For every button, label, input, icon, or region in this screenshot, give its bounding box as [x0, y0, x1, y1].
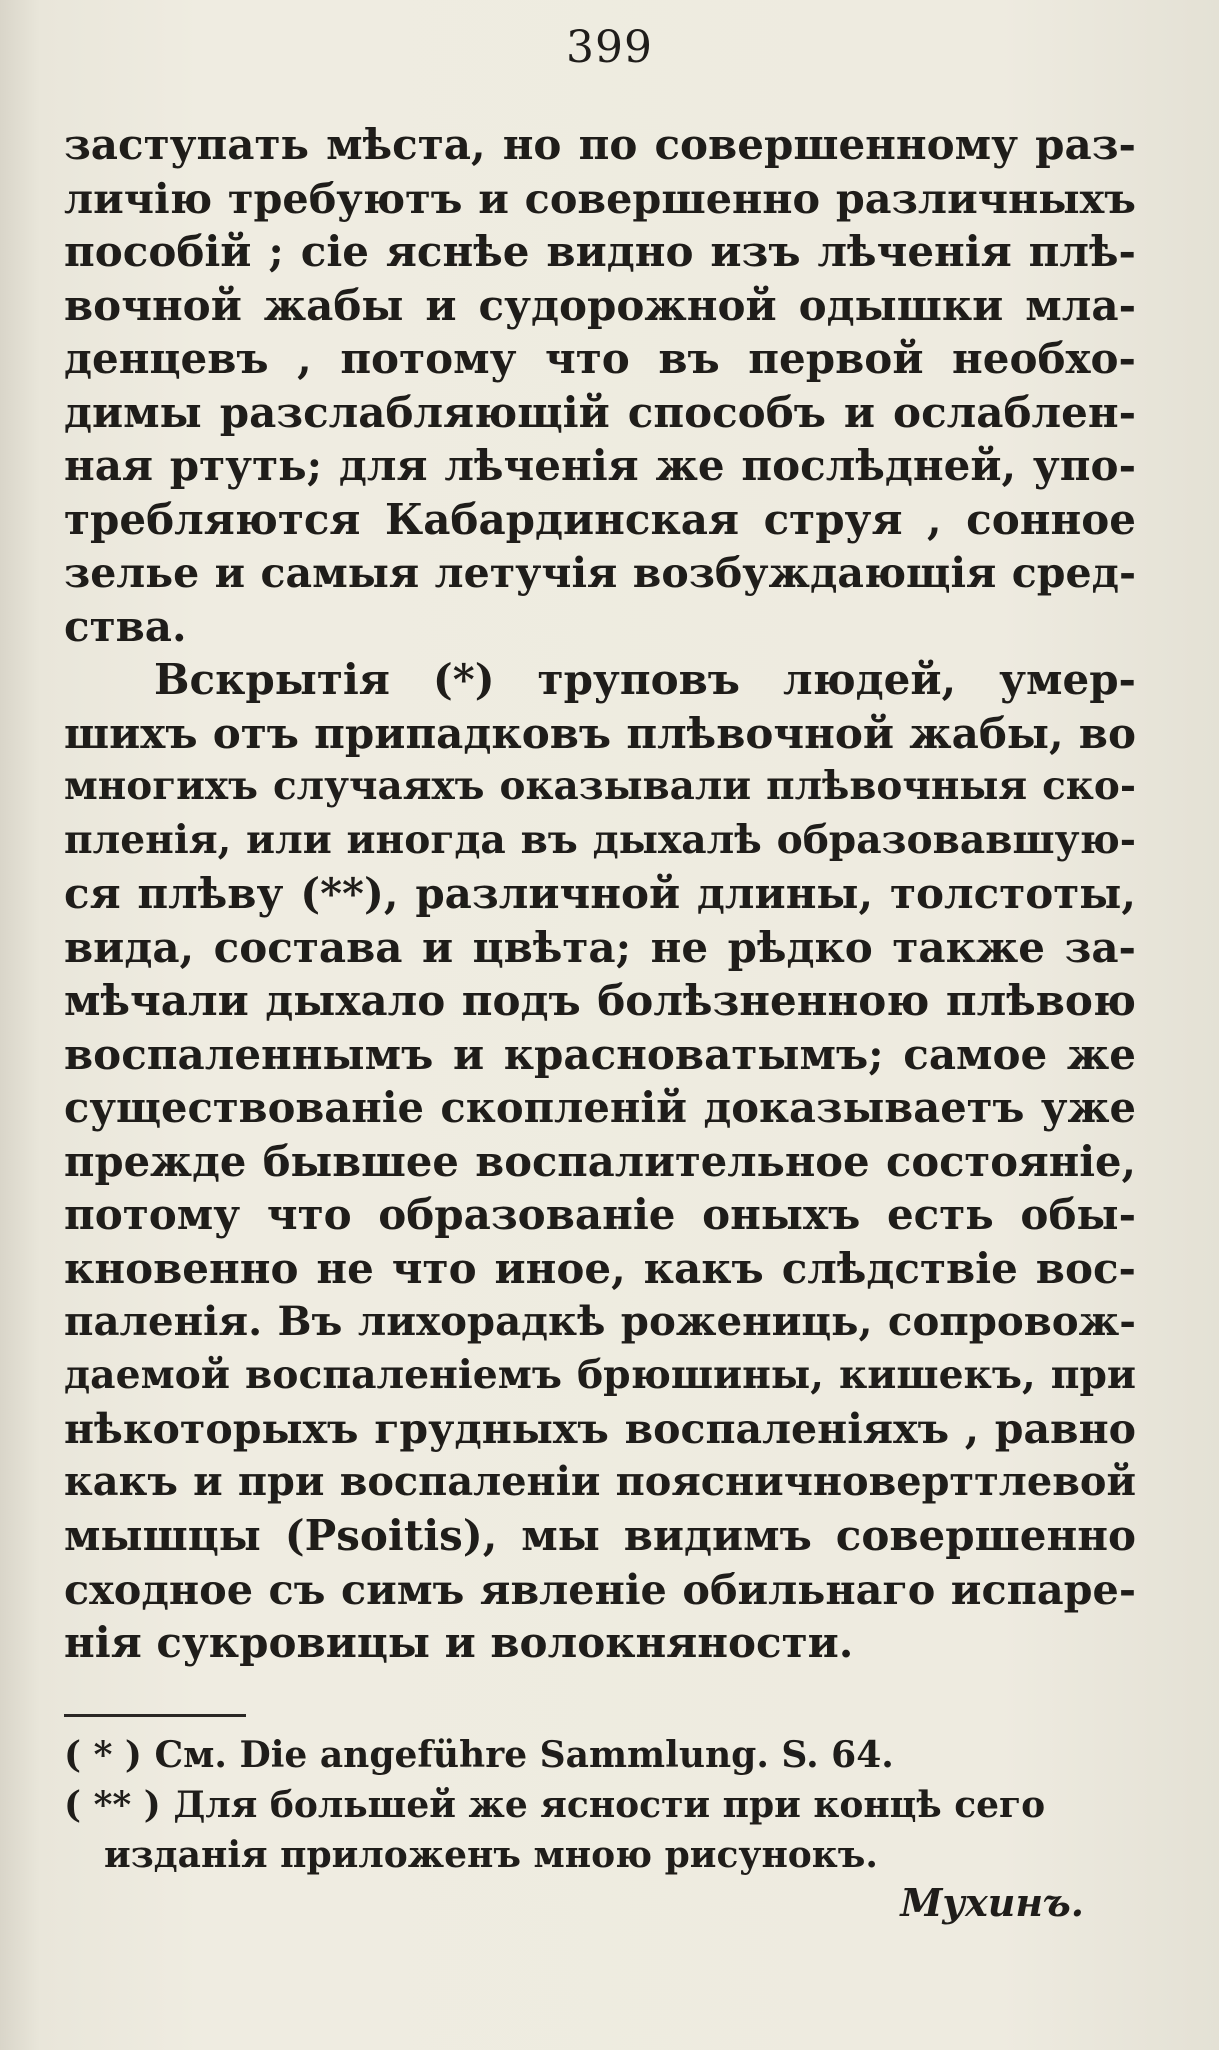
footnotes [64, 1730, 1136, 1880]
text-line: существованіе скопленій доказываетъ уже [64, 1083, 1136, 1132]
text-line: требляются Кабардинская струя , сонное [64, 494, 1136, 544]
paragraph-1 [64, 118, 1136, 653]
footnote-2-continuation: изданія приложенъ мною рисунокъ. [104, 1834, 878, 1876]
text-line: пленія, или иногда въ дыхалѣ образовавшую- [64, 816, 1136, 863]
text-line: прежде бывшее воспалительное состояніе, [64, 1136, 1136, 1186]
page-number: 399 [566, 22, 653, 73]
text-line: мышцы (Psoitis), мы видимъ совершенно [64, 1511, 1136, 1560]
author-signature: Мухинъ. [900, 1880, 1084, 1925]
text-line: многихъ случаяхъ оказывали плѣвочныя ско- [64, 763, 1136, 809]
text-line: кновенно не что иное, какъ слѣдствіе вос- [64, 1243, 1136, 1293]
text-line: какъ и при воспаленіи поясничноверттлевой [64, 1458, 1136, 1505]
main-text [64, 118, 1136, 1670]
footnote-1: ( * ) См. Die angeführe Sammlung. S. 64. [64, 1734, 894, 1776]
text-line: Вскрытія (*) труповъ людей, умер- [154, 655, 1136, 704]
text-line: шихъ отъ припадковъ плѣвочной жабы, во [64, 708, 1136, 758]
text-line: заступать мѣста, но по совершенному раз- [64, 120, 1136, 169]
text-line: пособій ; сіе яснѣе видно изъ лѣченія плѣ- [64, 227, 1136, 276]
text-line: нія сукровицы и волокняности. [64, 1618, 854, 1667]
text-line: личію требуютъ и совершенно различныхъ [64, 173, 1136, 223]
text-line: мѣчали дыхало подъ болѣзненною плѣвою [64, 976, 1136, 1025]
paragraph-2 [64, 653, 1136, 1670]
text-line: зелье и самыя летучія возбуждающія сред- [64, 548, 1136, 597]
footnote-2: ( ** ) Для большей же ясности при концѣ сего [64, 1784, 1046, 1826]
text-line: даемой воспаленіемъ брюшины, кишекъ, при [64, 1351, 1136, 1398]
text-line: димы разслабляющій способъ и ослаблен- [64, 387, 1136, 437]
text-line: потому что образованіе оныхъ есть обы- [64, 1190, 1136, 1239]
text-line: нѣкоторыхъ грудныхъ воспаленіяхъ , равно [64, 1404, 1136, 1453]
text-line: вида, состава и цвѣта; не рѣдко также за- [64, 922, 1136, 972]
text-line: паленія. Въ лихорадкѣ рожениць, сопровож- [64, 1298, 1136, 1345]
text-line: ная ртуть; для лѣченія же послѣдней, упо- [64, 441, 1136, 490]
text-line: вочной жабы и судорожной одышки мла- [64, 280, 1136, 330]
text-line: денцевъ , потому что въ первой необхо- [64, 334, 1136, 383]
text-line: сходное съ симъ явленіе обильнаго испаре- [64, 1564, 1136, 1614]
text-line: ся плѣву (**), различной длины, толстоты, [64, 869, 1136, 918]
text-line: воспаленнымъ и красноватымъ; самое же [64, 1029, 1136, 1079]
footnote-divider [64, 1714, 246, 1717]
text-line: ства. [64, 601, 187, 651]
